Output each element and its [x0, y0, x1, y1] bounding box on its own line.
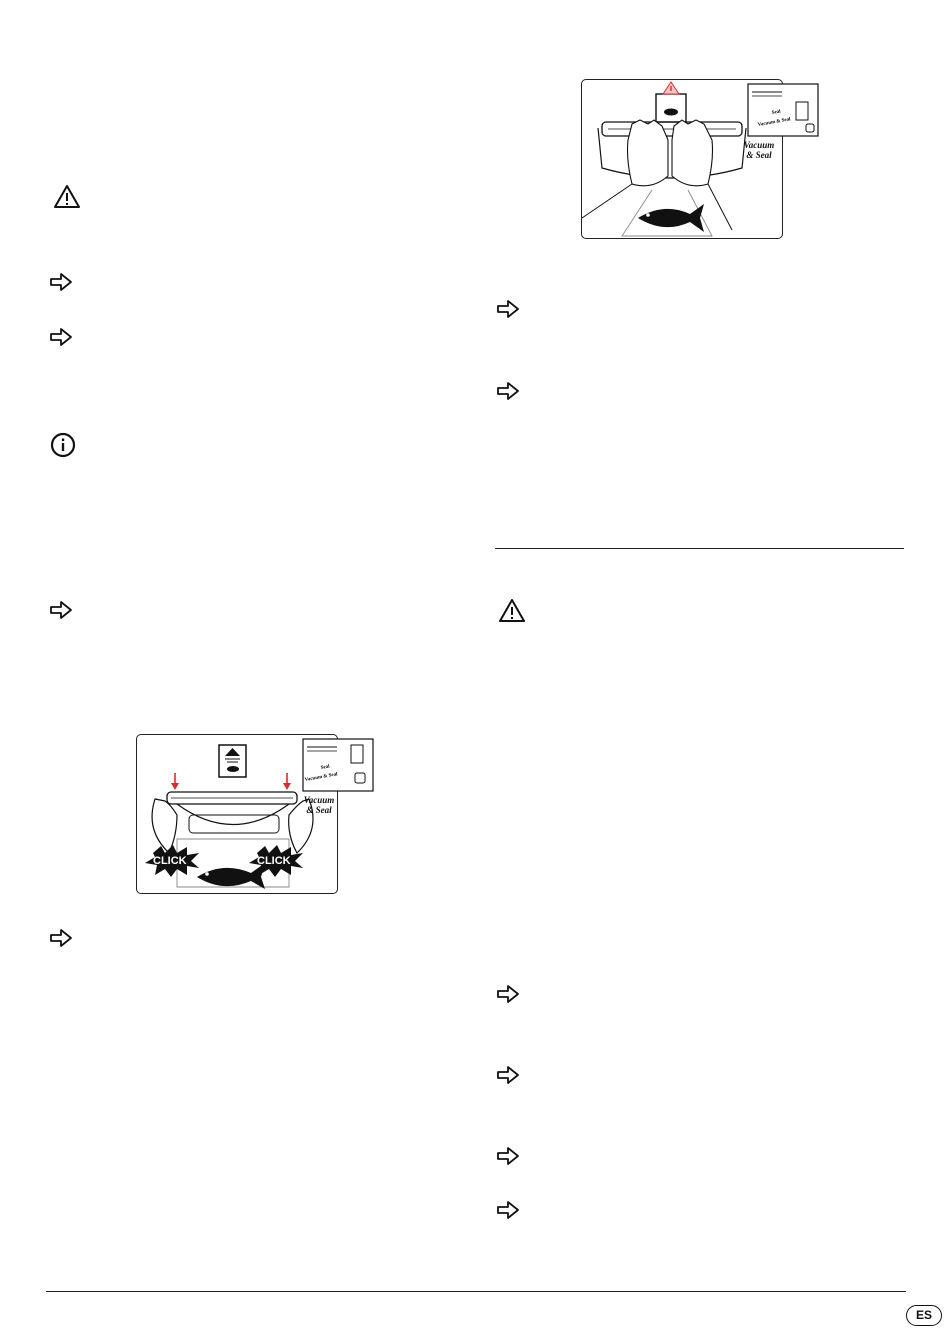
vacuum-sealer-pressing-figure — [581, 79, 791, 239]
click-label-right: CLICK — [257, 855, 291, 867]
right-arrow-icon — [50, 273, 72, 291]
right-arrow-icon — [497, 300, 519, 318]
right-arrow-icon — [50, 328, 72, 346]
caption-line-1: Vacuum — [303, 795, 335, 805]
right-arrow-icon — [497, 382, 519, 400]
right-arrow-icon — [50, 929, 72, 947]
right-arrow-icon — [50, 601, 72, 619]
language-badge: ES — [906, 1305, 942, 1326]
caption-line-2: & Seal — [746, 150, 772, 160]
right-arrow-icon — [497, 1147, 519, 1165]
right-arrow-icon — [497, 1201, 519, 1219]
click-label-left: CLICK — [153, 855, 187, 867]
warning-icon — [498, 598, 526, 628]
panel-seal-label: Seal — [771, 109, 782, 116]
figure-caption-vacuum-seal — [295, 795, 343, 815]
right-arrow-icon — [497, 1066, 519, 1084]
panel-seal-label: Seal — [320, 764, 331, 771]
figure-caption-vacuum-seal — [737, 140, 781, 160]
caption-line-1: Vacuum — [743, 140, 775, 150]
info-icon — [50, 432, 76, 463]
vacuum-sealer-closing-figure — [136, 734, 338, 894]
warning-icon — [53, 184, 81, 214]
footer-rule — [46, 1291, 906, 1292]
right-arrow-icon — [497, 985, 519, 1003]
section-divider — [495, 548, 904, 549]
panel-vacuum-label: Vacuum & Seal — [757, 117, 791, 128]
panel-vacuum-label: Vacuum & Seal — [304, 772, 338, 783]
caption-line-2: & Seal — [306, 805, 332, 815]
